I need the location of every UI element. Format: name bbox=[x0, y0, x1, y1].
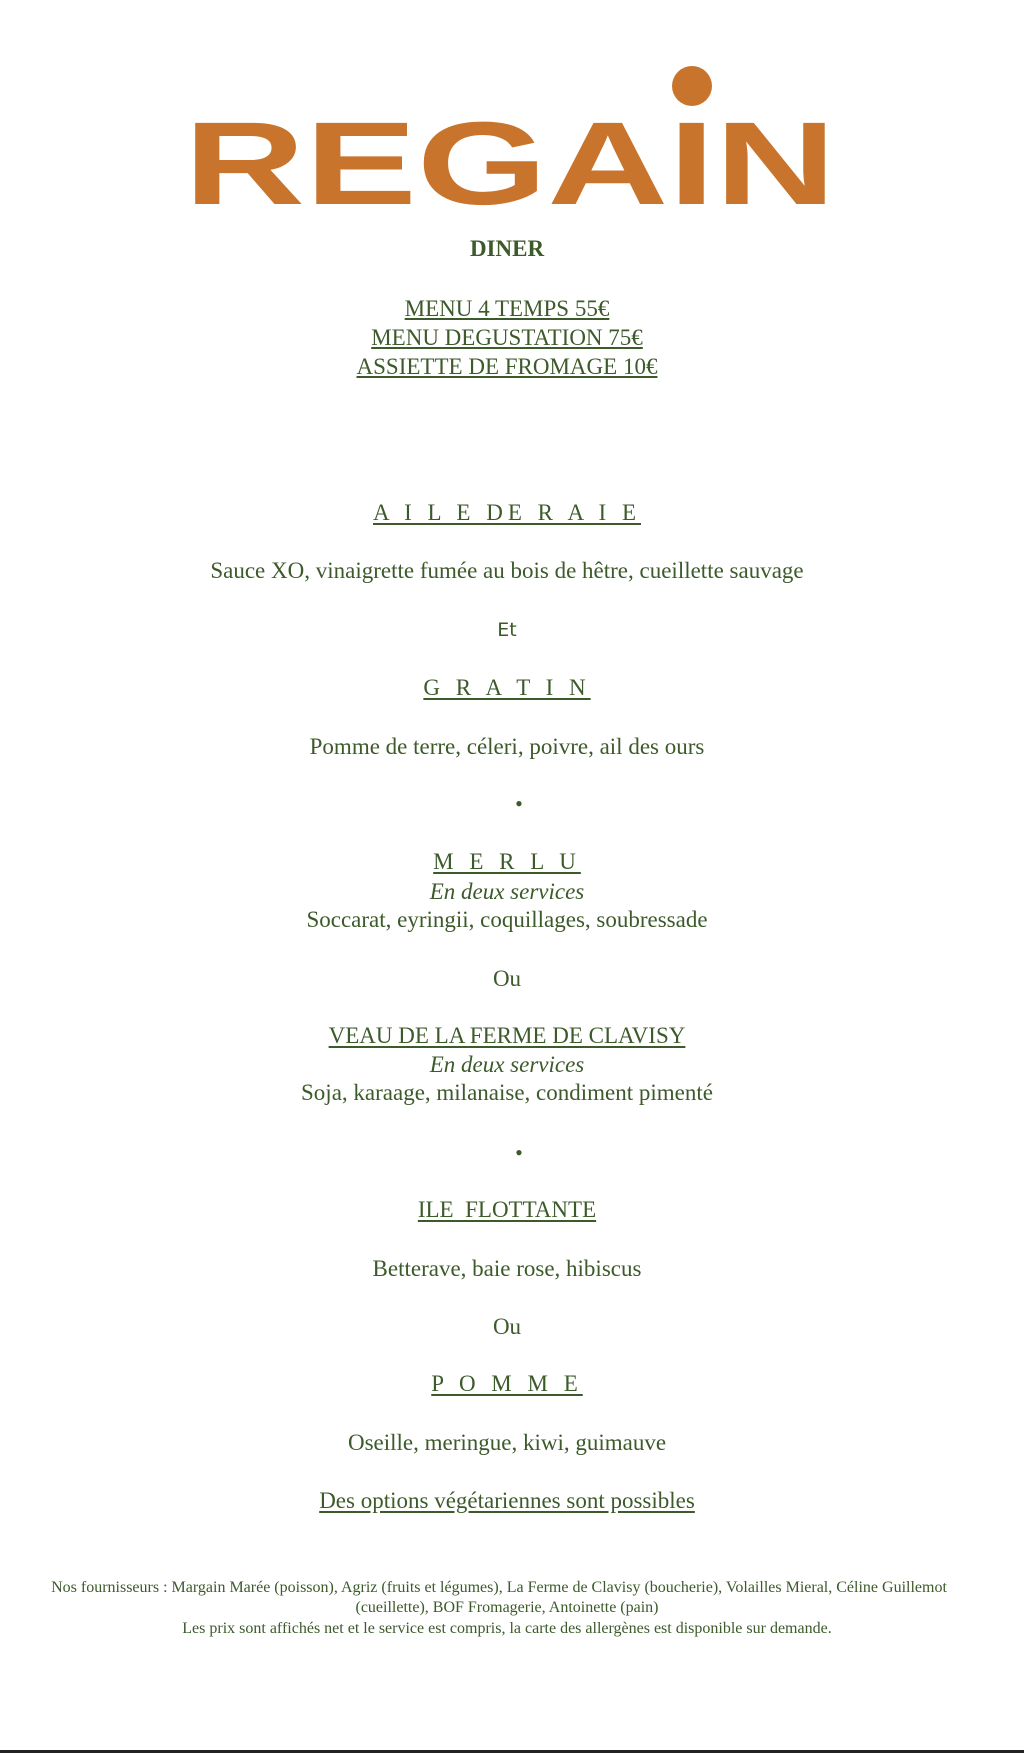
course3-dish-a bbox=[0, 1197, 1014, 1223]
connector-ou: Ou bbox=[492, 966, 522, 991]
dish-desc-gratin: Pomme de terre, céleri, poivre, ail des ours bbox=[309, 734, 705, 759]
dish-desc-veau: Soja, karaage, milanaise, condiment pimenté bbox=[301, 1080, 713, 1105]
dish-desc-ile-flottante: Betterave, baie rose, hibiscus bbox=[372, 1256, 642, 1281]
price-menu-degustation: MENU DEGUSTATION 75€ bbox=[371, 325, 643, 350]
dish-desc-merlu: Soccarat, eyringii, coquillages, soubressade bbox=[306, 907, 708, 932]
dish-note-merlu: En deux services bbox=[429, 879, 585, 904]
connector-et: Et bbox=[497, 619, 517, 641]
course1-dish-a bbox=[0, 500, 1014, 526]
separator-bullet: • bbox=[515, 791, 523, 816]
connector-ou: Ou bbox=[492, 1314, 522, 1339]
dish-title-veau: VEAU DE LA FERME DE CLAVISY bbox=[328, 1023, 686, 1048]
price-assiette-fromage: ASSIETTE DE FROMAGE 10€ bbox=[356, 354, 658, 379]
dish-title-merlu: M E R L U bbox=[433, 849, 581, 874]
dish-title-ile-flottante: ILE FLOTTANTE bbox=[417, 1197, 597, 1222]
dish-title-gratin: G R A T I N bbox=[423, 675, 591, 700]
course1-dish-b bbox=[0, 675, 1014, 701]
footer-legal: Les prix sont affichés net et le service est compris, la carte des allergènes est disponible sur demande. bbox=[182, 1620, 832, 1637]
bottom-divider bbox=[0, 1750, 1024, 1753]
vegetarian-note-text: Des options végétariennes sont possibles bbox=[319, 1488, 695, 1513]
page-title: DINER bbox=[469, 236, 545, 261]
course3-dish-b bbox=[0, 1371, 1014, 1397]
logo-graphic bbox=[180, 64, 840, 214]
footer-suppliers-line2: (cueillette), BOF Fromagerie, Antoinette (pain) bbox=[355, 1599, 659, 1616]
dish-title-aile-de-raie: A I L E DE R A I E bbox=[372, 500, 642, 525]
separator-bullet: • bbox=[515, 1140, 523, 1165]
footer-suppliers-line1 bbox=[0, 1578, 1024, 1598]
price-menu-4-temps: MENU 4 TEMPS 55€ bbox=[404, 296, 610, 321]
suppliers-text-1: Nos fournisseurs : Margain Marée (poisson), Agriz (fruits et légumes), La Ferme de Clavisy (boucherie), Volailles Mieral, Céline Guillemot bbox=[51, 1579, 947, 1596]
regain-logo bbox=[180, 64, 840, 214]
dish-note-veau: En deux services bbox=[429, 1052, 585, 1077]
logo-wordmark: REGAIN bbox=[184, 98, 836, 214]
dish-title-pomme: P O M M E bbox=[431, 1371, 583, 1396]
course2-dish-a bbox=[0, 849, 1014, 875]
course2-dish-b bbox=[0, 1023, 1014, 1049]
dish-desc-pomme: Oseille, meringue, kiwi, guimauve bbox=[347, 1430, 667, 1455]
price-list bbox=[0, 294, 1014, 381]
vegetarian-note bbox=[0, 1488, 1014, 1514]
dish-desc-aile-de-raie: Sauce XO, vinaigrette fumée au bois de hêtre, cueillette sauvage bbox=[210, 558, 804, 583]
